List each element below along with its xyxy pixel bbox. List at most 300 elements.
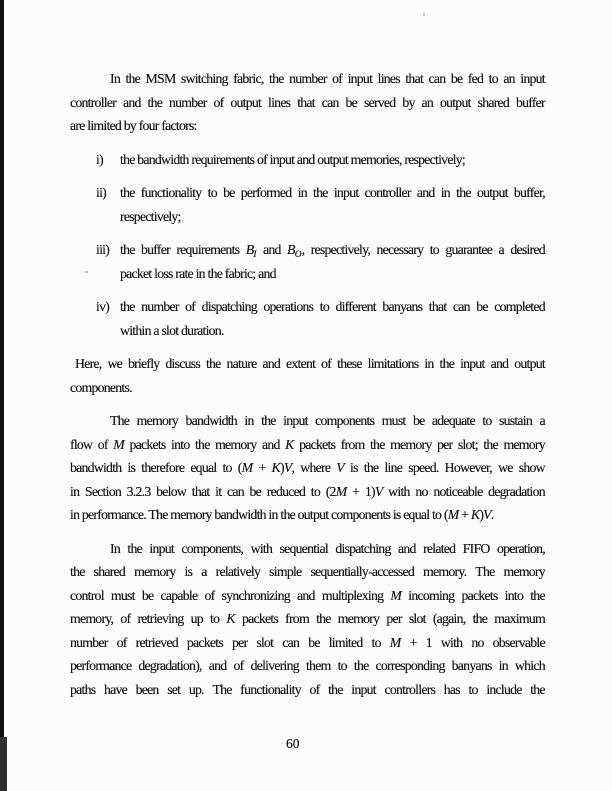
word <box>493 631 545 655</box>
word <box>189 678 204 702</box>
text-run: of <box>120 611 131 626</box>
text-run: up. <box>188 681 204 697</box>
text-run: be <box>450 71 463 86</box>
word <box>286 352 315 376</box>
word <box>94 560 125 584</box>
text-run: maximum <box>494 611 545 626</box>
text-run: controllers <box>384 681 436 697</box>
math-variable: V <box>336 460 344 475</box>
text-line <box>70 537 545 561</box>
word <box>441 631 463 655</box>
word <box>408 456 438 480</box>
text-run: 1) <box>364 483 375 499</box>
word <box>382 295 422 319</box>
text-run: components, <box>181 540 244 556</box>
math-variable: M <box>447 507 459 522</box>
text-run: + <box>458 507 471 522</box>
text-run: incoming <box>408 587 455 603</box>
word <box>478 91 509 115</box>
text-run: memory <box>134 564 176 579</box>
text-run: shared <box>477 94 510 110</box>
text-run: . <box>490 507 494 522</box>
scan-edge-artifact-foot <box>0 737 7 791</box>
text-run: are limited by four factors: <box>70 118 197 133</box>
word <box>222 584 290 608</box>
word <box>426 631 432 655</box>
text-run: input <box>460 356 485 371</box>
word <box>432 409 475 433</box>
word <box>242 607 278 631</box>
word <box>352 480 359 504</box>
list-marker: iv) <box>96 299 110 314</box>
text-run: we <box>107 356 123 371</box>
text-run: output <box>439 94 471 110</box>
word <box>321 352 331 376</box>
text-run: capable <box>160 587 198 603</box>
word <box>285 433 293 457</box>
text-run: (again, <box>432 611 466 626</box>
word <box>70 433 92 457</box>
word <box>120 607 130 631</box>
word <box>187 631 223 655</box>
text-run: adequate <box>431 413 475 428</box>
text-run: of <box>116 634 127 650</box>
word <box>491 352 509 376</box>
text-run: operation, <box>497 540 545 556</box>
word <box>227 480 244 504</box>
text-run: number <box>289 71 327 86</box>
text-run: the <box>147 94 163 110</box>
word <box>423 537 455 561</box>
text-run: in <box>70 483 80 499</box>
text-run: 3.2.3 <box>126 483 151 499</box>
word <box>202 295 257 319</box>
word <box>70 654 131 678</box>
text-run: can <box>321 94 339 110</box>
math-variable: M <box>335 483 347 499</box>
word <box>215 433 256 457</box>
word <box>268 91 290 115</box>
word <box>171 433 189 457</box>
word <box>530 584 545 608</box>
word <box>120 238 135 262</box>
list-item-text <box>120 295 545 342</box>
text-run: be <box>249 483 262 499</box>
word <box>269 67 284 91</box>
text-run: ) <box>280 460 284 475</box>
text-run: In <box>110 71 120 86</box>
text-run: degradation), <box>138 658 202 673</box>
word <box>336 456 344 480</box>
word <box>181 537 243 561</box>
list-item-text <box>120 238 545 285</box>
word <box>234 654 244 678</box>
math-variable: M <box>390 587 402 603</box>
text-run: is <box>184 564 193 579</box>
text-run: to <box>207 185 217 200</box>
word <box>402 91 414 115</box>
text-run: banyans <box>382 299 423 314</box>
text-line <box>70 433 545 457</box>
word <box>129 433 165 457</box>
word <box>315 409 374 433</box>
math-variable: K <box>226 611 235 626</box>
word <box>494 607 545 631</box>
text-run: the <box>328 681 343 697</box>
text-run: the <box>120 185 135 200</box>
text-run: output <box>476 185 508 200</box>
text-run: to <box>310 483 321 499</box>
word <box>206 352 221 376</box>
word <box>226 607 234 631</box>
text-run: to <box>482 413 492 428</box>
word <box>329 631 363 655</box>
text-run: operations <box>263 299 314 314</box>
text-line <box>120 262 545 286</box>
word <box>376 654 445 678</box>
text-run: be <box>308 634 320 650</box>
word <box>227 352 257 376</box>
text-run: with <box>440 634 463 650</box>
math-variable: K <box>285 436 294 452</box>
text-line <box>70 376 545 400</box>
word <box>456 181 471 205</box>
word <box>429 295 447 319</box>
word <box>287 238 304 262</box>
text-run: different <box>335 299 376 314</box>
text-run: number <box>169 94 207 110</box>
list-marker: ii) <box>96 185 106 200</box>
word <box>486 678 521 702</box>
word <box>514 352 545 376</box>
text-line <box>70 607 545 631</box>
text-run: packet loss rate in the fabric; and <box>120 265 276 281</box>
word <box>376 238 423 262</box>
text-run: been <box>135 681 159 697</box>
word <box>475 560 494 584</box>
word <box>283 409 308 433</box>
word <box>386 607 401 631</box>
word <box>167 678 180 702</box>
text-run: In <box>110 540 120 556</box>
scan-edge-artifact <box>0 0 4 791</box>
text-run: functionality <box>240 681 301 697</box>
text-line <box>70 352 545 376</box>
text-line <box>120 238 545 262</box>
math-variable: M <box>389 634 401 650</box>
text-run: the <box>120 242 135 257</box>
text-run: switching <box>180 71 228 86</box>
list-item <box>70 148 545 172</box>
word <box>299 433 335 457</box>
word <box>137 409 178 433</box>
word <box>390 433 431 457</box>
text-line <box>70 114 545 138</box>
math-variable: V <box>374 483 383 499</box>
word <box>408 584 454 608</box>
text-run: input <box>351 681 376 697</box>
text-run: + <box>352 483 360 499</box>
word <box>468 67 483 91</box>
text-run: per <box>231 634 248 650</box>
word <box>458 433 478 457</box>
text-run: desired <box>510 242 545 257</box>
word <box>441 181 450 205</box>
word <box>215 480 221 504</box>
word <box>113 433 124 457</box>
math-variable: V <box>283 460 292 475</box>
word <box>410 631 417 655</box>
text-run: a <box>498 242 504 257</box>
text-line <box>70 654 545 678</box>
word <box>322 91 339 115</box>
text-run: output <box>230 94 262 110</box>
text-run: to <box>319 299 329 314</box>
word <box>134 560 175 584</box>
word <box>282 631 299 655</box>
text-run: performance <box>70 658 132 673</box>
word <box>120 181 135 205</box>
text-run: memory <box>215 436 257 452</box>
word <box>209 654 227 678</box>
text-run: ) <box>479 507 484 522</box>
math-variable: M <box>241 460 253 475</box>
word <box>316 607 331 631</box>
word <box>398 537 416 561</box>
word <box>141 238 170 262</box>
word <box>110 67 120 91</box>
text-run: can <box>282 634 300 650</box>
text-run: controller <box>364 185 411 200</box>
text-run: However, <box>444 460 493 475</box>
word <box>258 456 265 480</box>
text-run: paths <box>70 681 96 697</box>
word <box>445 238 492 262</box>
word <box>165 352 200 376</box>
text-run: requirements <box>176 242 240 257</box>
word <box>210 607 219 631</box>
text-run: Here, <box>75 356 102 371</box>
word <box>430 238 439 262</box>
word <box>308 631 320 655</box>
word <box>212 678 231 702</box>
text-run: to <box>468 681 478 697</box>
list-item-text <box>120 181 545 228</box>
text-run: memory <box>390 436 432 452</box>
text-run: which <box>514 658 545 673</box>
word <box>460 352 485 376</box>
text-run: of <box>185 299 196 314</box>
word <box>370 433 385 457</box>
text-run: (2 <box>325 483 336 499</box>
text-run: memory <box>337 611 380 626</box>
word <box>368 352 419 376</box>
text-run: The <box>110 413 130 428</box>
word <box>256 631 273 655</box>
word <box>364 91 395 115</box>
word <box>246 238 257 262</box>
text-run: include <box>486 681 522 697</box>
text-run: to <box>488 71 498 86</box>
word <box>272 456 295 480</box>
text-run: to <box>222 460 232 475</box>
text-run: slot <box>256 634 274 650</box>
word <box>497 537 545 561</box>
text-run: buffer <box>515 94 545 110</box>
text-run: packets <box>299 436 336 452</box>
text-run: and <box>122 94 141 110</box>
text-line <box>70 91 545 115</box>
math-variable: K <box>271 460 280 475</box>
word <box>297 584 315 608</box>
text-run: memory <box>136 413 179 428</box>
text-run: has <box>443 681 460 697</box>
text-run: delivering <box>250 658 299 673</box>
word <box>453 295 470 319</box>
word <box>433 607 466 631</box>
text-run: ( <box>237 460 242 475</box>
text-run: The <box>475 564 495 579</box>
text-run: that <box>405 71 424 86</box>
word <box>338 654 347 678</box>
word <box>222 456 231 480</box>
text-run: respectively; <box>120 208 181 224</box>
text-run: lines <box>377 71 400 86</box>
text-run: the <box>205 356 221 371</box>
text-run: from <box>340 436 365 452</box>
text-run: retrieving <box>137 611 184 626</box>
word <box>405 67 423 91</box>
math-variable: O <box>294 250 302 260</box>
word <box>471 631 483 655</box>
word <box>201 560 206 584</box>
text-line <box>120 319 545 343</box>
word <box>350 456 358 480</box>
text-run: memory <box>503 436 545 452</box>
text-run: by <box>402 94 415 110</box>
word <box>240 678 301 702</box>
word <box>192 480 210 504</box>
text-run: respectively, <box>310 242 371 257</box>
word <box>494 295 545 319</box>
word <box>334 181 359 205</box>
text-run: The <box>212 681 232 697</box>
text-run: observable <box>492 634 545 650</box>
text-line <box>70 560 545 584</box>
word <box>503 67 515 91</box>
text-run: fed <box>467 71 484 86</box>
text-run: completed <box>494 299 545 314</box>
text-line <box>70 480 545 504</box>
word <box>70 91 116 115</box>
text-run: 1 <box>425 634 432 650</box>
text-run: have <box>103 681 127 697</box>
word <box>262 352 280 376</box>
word <box>372 631 381 655</box>
text-run: limitations <box>367 356 419 371</box>
text-run: the <box>269 71 284 86</box>
text-run: them <box>305 658 331 673</box>
text-line <box>120 205 545 229</box>
word <box>70 631 108 655</box>
text-run: the <box>530 681 545 697</box>
text-run: in <box>244 413 254 428</box>
word <box>141 295 179 319</box>
text-run: control <box>70 587 104 603</box>
text-run: slot; <box>457 436 478 452</box>
text-run: the <box>369 436 385 452</box>
text-line <box>70 67 545 91</box>
text-run: per <box>437 436 453 452</box>
text-line <box>70 503 545 527</box>
text-line <box>70 584 545 608</box>
word <box>477 181 508 205</box>
text-run: the <box>194 436 210 452</box>
math-variable: M <box>113 436 124 452</box>
word <box>437 433 452 457</box>
text-run: be <box>476 299 488 314</box>
word <box>440 91 471 115</box>
word <box>310 560 414 584</box>
text-run: and <box>208 658 227 673</box>
word <box>70 560 85 584</box>
word <box>499 409 532 433</box>
list-marker: iii) <box>96 242 110 257</box>
text-run: multiplexing <box>321 587 384 603</box>
word <box>117 631 127 655</box>
text-run: performed <box>240 185 292 200</box>
word <box>289 67 327 91</box>
word <box>186 409 237 433</box>
text-run: simple <box>269 564 302 579</box>
word <box>195 433 210 457</box>
word <box>520 67 545 91</box>
list-item <box>70 238 545 285</box>
word <box>141 456 184 480</box>
word <box>161 584 198 608</box>
text-run: the <box>472 611 488 626</box>
text-run: packets <box>186 634 223 650</box>
word <box>463 537 490 561</box>
text-run: discuss <box>165 356 200 371</box>
word <box>128 456 136 480</box>
word <box>337 352 362 376</box>
word <box>263 295 313 319</box>
word <box>110 537 120 561</box>
text-run: that <box>428 299 447 314</box>
math-variable: K <box>470 507 480 522</box>
text-line <box>120 148 545 172</box>
text-run: where <box>300 460 331 475</box>
word <box>123 91 141 115</box>
word <box>423 560 466 584</box>
text-run: input <box>347 71 373 86</box>
word <box>354 654 369 678</box>
text-run: synchronizing <box>221 587 290 603</box>
word <box>341 433 365 457</box>
text-run: reduced <box>266 483 306 499</box>
word <box>322 584 383 608</box>
text-run: in <box>424 356 434 371</box>
math-variable: B <box>287 242 295 257</box>
text-run: be <box>223 185 235 200</box>
text-run: that <box>297 94 315 110</box>
text-run: can <box>428 71 446 86</box>
word <box>98 433 108 457</box>
word <box>503 433 544 457</box>
word <box>244 409 253 433</box>
text-run: with <box>250 540 273 556</box>
